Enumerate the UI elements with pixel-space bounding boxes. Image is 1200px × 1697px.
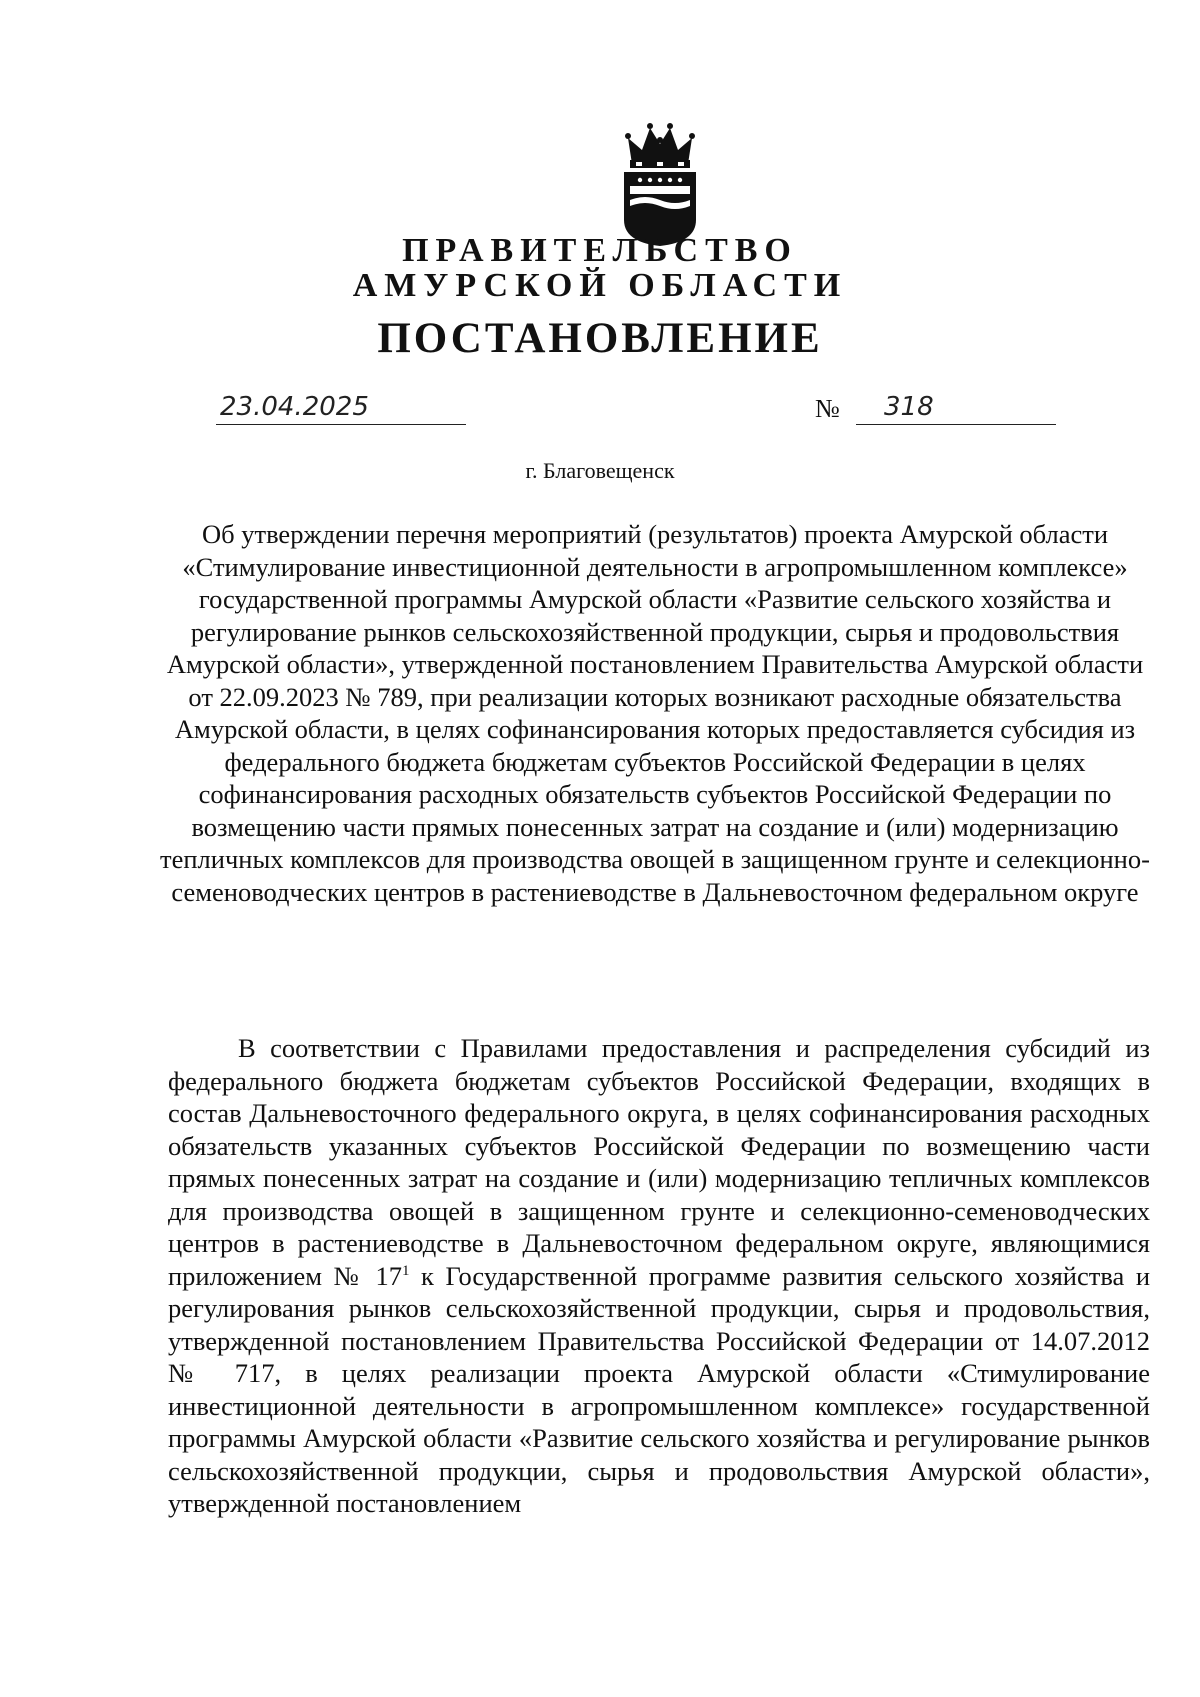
body-paragraph [168,1032,1150,1520]
document-title: Об утверждении перечня мероприятий (результатов) проекта Амурской области «Стимулирование инвестиционной деятельности в агропромышленном комплексе» государственной программы Амурской области «Развитие сельского хозяйства и регулирование рынков сельскохозяйственной продукции, сырья и продовольствия Амурской области», утвержденной постановлением Правительства Амурской области от 22.09.2023 № 789, при реализации которых возникают расходные обязательства Амурской области, в целях софинансирования которых предоставляется субсидия из федерального бюджета бюджетам субъектов Российской Федерации в целях софинансирования расходных обязательств субъектов Российской Федерации по возмещению части прямых понесенных затрат на создание и (или) модернизацию тепличных комплексов для производства овощей в защищенном грунте и селекционно-семеноводческих центров в растениеводстве в Дальневосточном федеральном округе [160,519,1150,907]
org-name-line1: ПРАВИТЕЛЬСТВО [402,232,798,269]
date-field [216,388,466,425]
number-field [856,388,1056,425]
handwritten-number: 318 [884,392,934,422]
org-name-line2: АМУРСКОЙ ОБЛАСТИ [352,267,848,304]
coat-of-arms-icon [618,120,702,248]
body-text-part2: к Государственной программе развития сельского хозяйства и регулирования рынков сельскохозяйственной продукции, сырья и продовольствия, утвержденной постановлением Правительства Российской Федерации от 14.07.2012 № 717, в целях реализации проекта Амурской области «Стимулирование инвестиционной деятельности в агропромышленном комплексе» государственной программы Амурской области «Развитие сельского хозяйства и регулирование рынков сельскохозяйственной продукции, сырья и продовольствия Амурской области», утвержденной постановлением [168,1260,1151,1518]
superscript: 1 [401,1262,410,1279]
city-line: г. Благовещенск [525,458,675,483]
handwritten-date: 23.04.2025 [220,392,369,422]
body-text-part1: В соответствии с Правилами предоставления и распределения субсидий из федерального бюджета бюджетам субъектов Российской Федерации, входящих в состав Дальневосточного федерального округа, в целях софинансирования расходных обязательств указанных субъектов Российской Федерации по возмещению части прямых понесенных затрат на создание и (или) модернизацию тепличных комплексов для производства овощей в защищенном грунте и селекционно-семеноводческих центров в растениеводстве в Дальневосточном федеральном округе, являющимися приложением № 17 [168,1033,1150,1291]
number-label: № [815,394,840,423]
document-type: ПОСТАНОВЛЕНИЕ [377,315,823,362]
